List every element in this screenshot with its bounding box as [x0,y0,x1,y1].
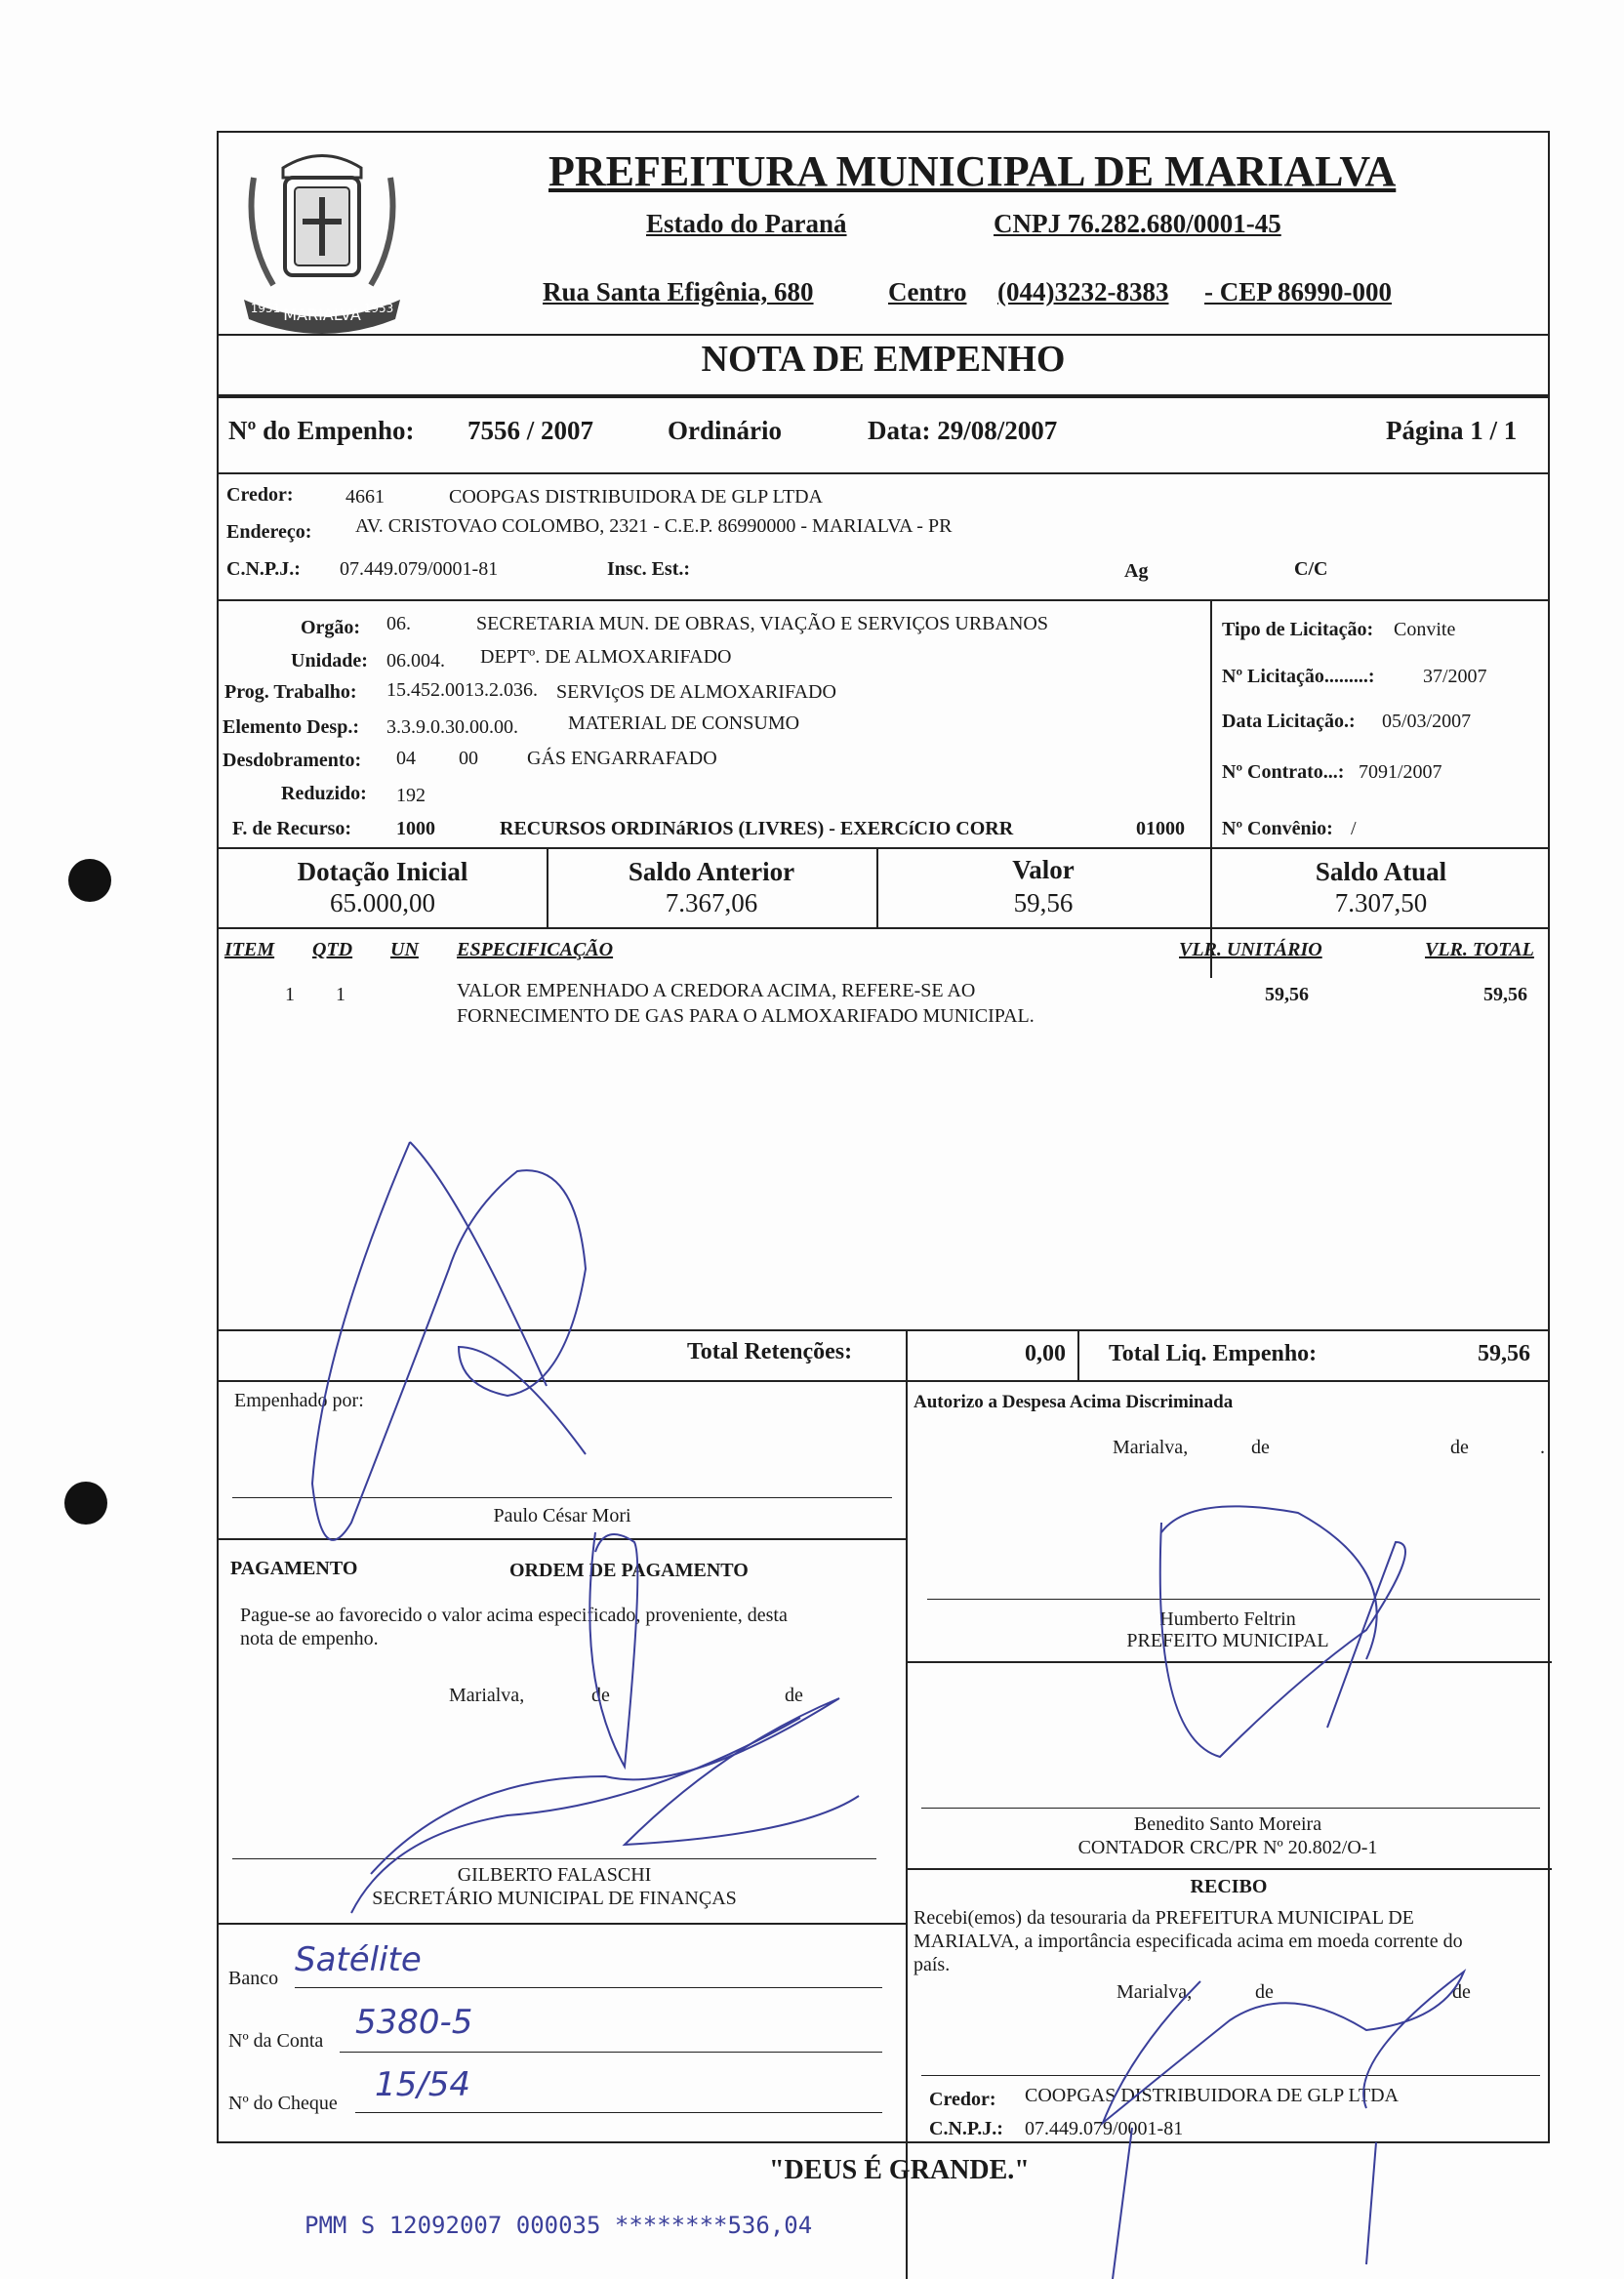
retencoes-value: 0,00 [1025,1341,1066,1366]
desdobramento-label: Desdobramento: [223,750,362,771]
credor-name: COOPGAS DISTRIBUIDORA DE GLP LTDA [449,486,823,508]
desdobramento-a: 04 [396,748,416,769]
dotacao-value: 65.000,00 [330,888,435,917]
recibo-label: RECIBO [1190,1876,1268,1897]
retencoes-label: Total Retenções: [687,1339,853,1364]
tipo-licitacao-value: Convite [1394,619,1456,640]
desdobramento-desc: GÁS ENGARRAFADO [527,748,717,769]
recibo-credor-label: Credor: [929,2089,996,2110]
num-licitacao-label: Nº Licitação.........: [1222,666,1375,687]
row-spec-line2: FORNECIMENTO DE GAS PARA O ALMOXARIFADO MUNICIPAL. [457,1005,1035,1027]
valor-value: 59,56 [1013,888,1074,917]
pagamento-de2: de [785,1685,803,1706]
liq-empenho-label: Total Liq. Empenho: [1109,1341,1318,1366]
elemento-desc: MATERIAL DE CONSUMO [568,712,800,734]
col-header-un: UN [390,939,419,960]
unidade-desc: DEPTº. DE ALMOXARIFADO [480,646,732,668]
svg-text:MARIALVA: MARIALVA [283,305,361,324]
orgao-code: 06. [386,613,411,634]
empenho-type: Ordinário [668,416,783,445]
col-header-qtd: QTD [312,939,353,960]
credor-cnpj-label: C.N.P.J.: [226,558,301,580]
autorizo-de2: de [1450,1437,1469,1458]
payment-stamp: PMM S 12092007 000035 ********536,04 [304,2212,813,2239]
prog-desc: SERVIçOS DE ALMOXARIFADO [556,681,836,703]
form-frame [217,131,1550,2143]
address-field-label: Endereço: [226,521,312,543]
pagamento-text-line1: Pague-se ao favorecido o valor acima especificado, proveniente, desta [240,1605,788,1626]
autorizo-city: Marialva, [1113,1437,1189,1458]
saldo-atual-value: 7.307,50 [1334,888,1428,917]
recibo-de2: de [1452,1981,1471,2003]
svg-text:1951: 1951 [250,302,281,315]
recibo-cnpj-value: 07.449.079/0001-81 [1025,2118,1184,2139]
col-header-spec: ESPECIFICAÇÃO [457,939,614,960]
document-title: NOTA DE EMPENHO [701,339,1066,380]
credor-code: 4661 [345,486,385,508]
liq-empenho-value: 59,56 [1478,1341,1530,1366]
address-label: Rua Santa Efigênia, 680 [543,277,814,306]
recibo-credor-value: COOPGAS DISTRIBUIDORA DE GLP LTDA [1025,2085,1399,2106]
recibo-text-line2: MARIALVA, a importância especificada acima em moeda corrente do [914,1931,1463,1952]
prog-label: Prog. Trabalho: [224,681,357,703]
secretario-title: SECRETÁRIO MUNICIPAL DE FINANÇAS [372,1888,737,1909]
row-qtd: 1 [336,984,345,1005]
phone-label: (044)3232-8383 [997,277,1169,306]
desdobramento-b: 00 [459,748,478,769]
row-unit-value: 59,56 [1265,984,1309,1005]
credor-cnpj: 07.449.079/0001-81 [340,558,499,580]
conta-value: 5380-5 [355,2003,473,2042]
banco-value: Satélite [295,1940,422,1979]
elemento-code: 3.3.9.0.30.00.00. [386,716,518,738]
col-header-total: VLR. TOTAL [1425,939,1534,960]
punch-hole-bottom [64,1482,107,1525]
insc-label: Insc. Est.: [607,558,691,580]
elemento-label: Elemento Desp.: [223,716,359,738]
empenhado-label: Empenhado por: [234,1390,364,1411]
autorizo-de1: de [1251,1437,1270,1458]
convenio-value: / [1351,818,1357,839]
cep-label: - CEP 86990-000 [1204,277,1392,306]
contrato-value: 7091/2007 [1359,761,1442,783]
orgao-label: Orgão: [301,617,361,638]
cnpj-label: CNPJ 76.282.680/0001-45 [994,209,1281,238]
ag-label: Ag [1124,560,1149,582]
secretario-name: GILBERTO FALASCHI [457,1864,652,1886]
credor-address: AV. CRISTOVAO COLOMBO, 2321 - C.E.P. 86990000 - MARIALVA - PR [355,515,953,537]
orgao-desc: SECRETARIA MUN. DE OBRAS, VIAÇÃO E SERVIÇOS URBANOS [476,613,1048,634]
cheque-label: Nº do Cheque [228,2093,338,2114]
cheque-value: 15/54 [375,2065,470,2104]
tipo-licitacao-label: Tipo de Licitação: [1222,619,1374,640]
prefeito-name: Humberto Feltrin [1159,1608,1296,1630]
autorizo-dot: . [1540,1437,1545,1458]
cc-label: C/C [1294,558,1328,580]
credor-label: Credor: [226,484,294,506]
unidade-label: Unidade: [291,650,368,671]
empenhado-name: Paulo César Mori [493,1505,631,1526]
empenho-label: Nº do Empenho: [228,416,415,445]
prog-code: 15.452.0013.2.036. [386,679,538,701]
contador-name: Benedito Santo Moreira [1133,1813,1322,1835]
recurso-number: 01000 [1136,818,1185,839]
prefeito-title: PREFEITO MUNICIPAL [1126,1630,1329,1651]
dotacao-label: Dotação Inicial [297,857,468,886]
col-header-unit: VLR. UNITÁRIO [1179,939,1322,960]
row-total-value: 59,56 [1483,984,1527,1005]
pagamento-text-line2: nota de empenho. [240,1628,379,1649]
pagamento-de1: de [591,1685,610,1706]
footer-motto: "DEUS É GRANDE." [769,2155,1030,2185]
recibo-cnpj-label: C.N.P.J.: [929,2118,1003,2139]
data-licitacao-value: 05/03/2007 [1382,711,1472,732]
valor-label: Valor [1012,855,1075,884]
recibo-text-line3: país. [914,1954,951,1975]
state-label: Estado do Paraná [646,209,847,238]
conta-label: Nº da Conta [228,2030,324,2052]
recurso-code: 1000 [396,818,435,839]
recibo-text-line1: Recebi(emos) da tesouraria da PREFEITURA MUNICIPAL DE [914,1907,1414,1929]
convenio-label: Nº Convênio: [1222,818,1333,839]
recurso-label: F. de Recurso: [232,818,352,839]
saldo-atual-label: Saldo Atual [1315,857,1447,886]
contrato-label: Nº Contrato...: [1222,761,1345,783]
saldo-anterior-label: Saldo Anterior [628,857,795,886]
saldo-anterior-value: 7.367,06 [665,888,758,917]
page-title: PREFEITURA MUNICIPAL DE MARIALVA [548,147,1397,195]
contador-title: CONTADOR CRC/PR Nº 20.802/O-1 [1077,1837,1378,1858]
autorizo-label: Autorizo a Despesa Acima Discriminada [914,1392,1234,1412]
ordem-pagamento-label: ORDEM DE PAGAMENTO [509,1560,749,1581]
empenho-number: 7556 / 2007 [467,416,594,445]
recibo-de1: de [1255,1981,1274,2003]
row-item: 1 [285,984,295,1005]
reduzido-value: 192 [396,785,426,806]
empenho-date: Data: 29/08/2007 [868,416,1058,445]
unidade-code: 06.004. [386,650,445,671]
pagamento-label: PAGAMENTO [230,1558,358,1579]
recurso-desc: RECURSOS ORDINáRIOS (LIVRES) - EXERCíCIO CORR [500,818,1014,839]
recibo-city: Marialva, [1116,1981,1193,2003]
col-header-item: ITEM [224,939,275,960]
municipal-crest-icon [224,139,420,334]
row-spec-line1: VALOR EMPENHADO A CREDORA ACIMA, REFERE-SE AO [457,980,976,1001]
data-licitacao-label: Data Licitação.: [1222,711,1356,732]
reduzido-label: Reduzido: [281,783,367,804]
pagamento-city: Marialva, [449,1685,525,1706]
punch-hole-top [68,859,111,902]
district-label: Centro [888,277,967,306]
num-licitacao-value: 37/2007 [1423,666,1487,687]
svg-text:1953: 1953 [363,302,394,315]
empenho-page: Página 1 / 1 [1386,416,1518,445]
banco-label: Banco [228,1968,279,1989]
